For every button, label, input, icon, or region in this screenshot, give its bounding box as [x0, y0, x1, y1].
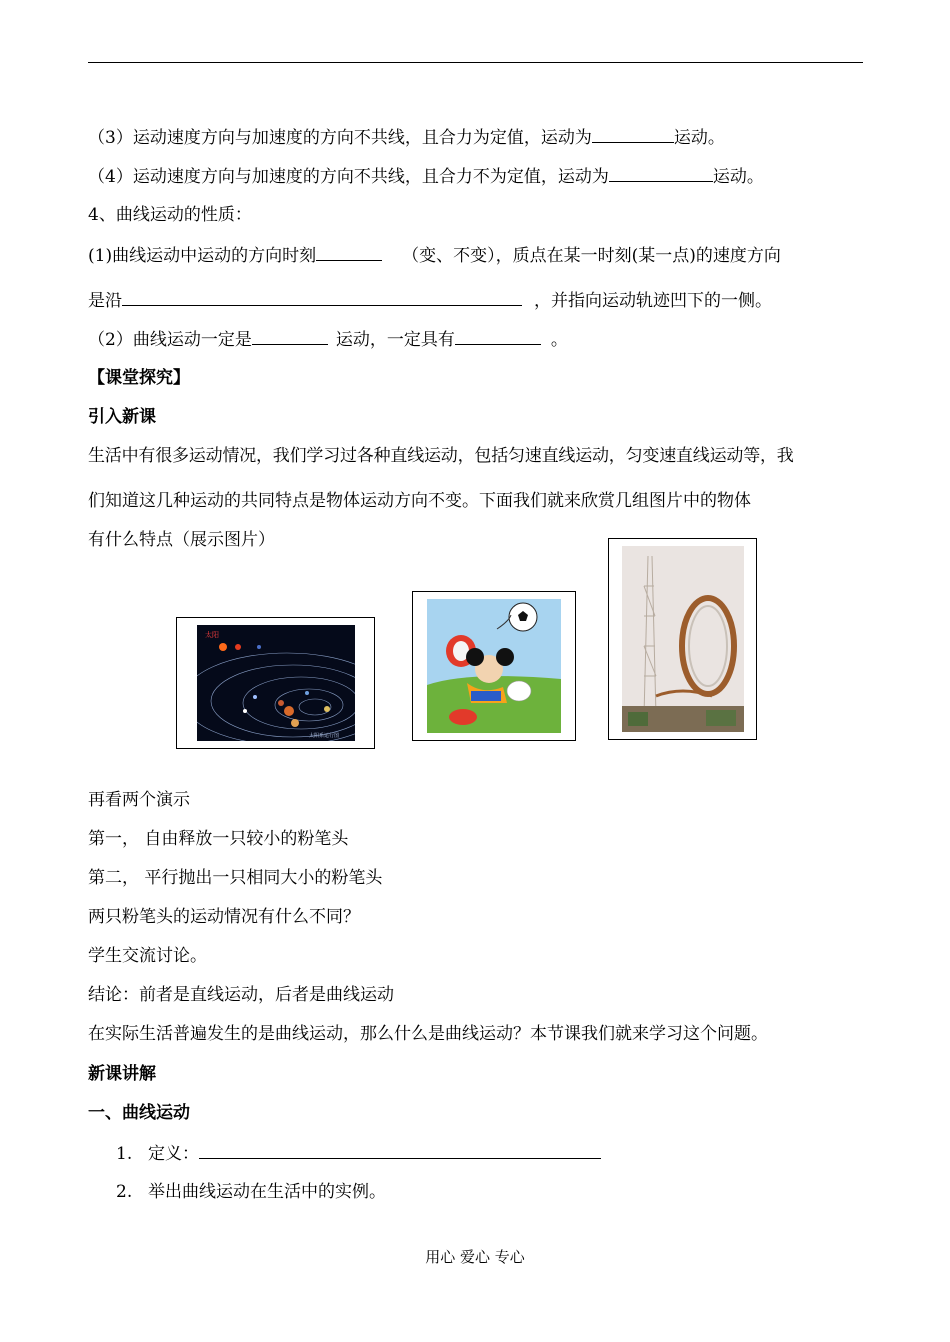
- cartoon-kick-image: [427, 599, 561, 733]
- text-line: 结论：前者是直线运动，后者是曲线运动: [88, 985, 394, 1005]
- text: （4）运动速度方向与加速度的方向不共线，且合力不为定值，运动为: [88, 167, 609, 187]
- text: 运动。: [673, 128, 725, 148]
- text-line: 再看两个演示: [88, 790, 190, 810]
- header-rule: [88, 62, 863, 63]
- page-footer: 用心 爱心 专心: [425, 1248, 525, 1266]
- list-item: [116, 1180, 386, 1204]
- fill-blank: [316, 242, 382, 261]
- text-line: 学生交流讨论。: [88, 946, 207, 966]
- cartoon-kick-image-frame: [412, 591, 576, 741]
- fill-blank: [455, 326, 541, 345]
- paragraph-line: 有什么特点（展示图片）: [88, 530, 275, 550]
- text: 运动。: [712, 167, 764, 187]
- list-item: [116, 1140, 601, 1166]
- text-line: [88, 326, 568, 352]
- paragraph-line: 生活中有很多运动情况，我们学习过各种直线运动，包括匀速直线运动，匀变速直线运动等，我: [88, 446, 794, 466]
- text-line: [88, 242, 781, 268]
- text: 定义：: [148, 1144, 199, 1164]
- roller-coaster-image: [622, 546, 744, 732]
- solar-system-image-frame: [176, 617, 375, 749]
- subsection-heading: 新课讲解: [88, 1064, 156, 1084]
- text-line: [88, 163, 764, 189]
- list-number: 1.: [116, 1144, 133, 1164]
- section-heading: 一、曲线运动: [88, 1103, 190, 1123]
- text-line: [88, 124, 725, 150]
- text-line: 两只粉笔头的运动情况有什么不同？: [88, 907, 360, 927]
- text: （3）运动速度方向与加速度的方向不共线，且合力为定值，运动为: [88, 128, 592, 148]
- text-line: [88, 287, 772, 313]
- text: 是沿: [88, 291, 122, 311]
- text-line: 4、曲线运动的性质：: [88, 205, 252, 225]
- roller-coaster-image-frame: [608, 538, 757, 740]
- text: ，并指向运动轨迹凹下的一侧。: [534, 291, 772, 311]
- text-line: 第一， 自由释放一只较小的粉笔头: [88, 829, 349, 849]
- fill-blank: [592, 124, 674, 143]
- paragraph-line: 们知道这几种运动的共同特点是物体运动方向不变。下面我们就来欣赏几组图片中的物体: [88, 491, 751, 511]
- text: （2）曲线运动一定是: [88, 330, 252, 350]
- fill-blank: [252, 326, 328, 345]
- text: 。: [550, 330, 568, 350]
- solar-caption: 太阳系运行图: [308, 733, 339, 739]
- text: (1)曲线运动中运动的方向时刻: [88, 246, 317, 266]
- text-line: 第二， 平行抛出一只相同大小的粉笔头: [88, 868, 383, 888]
- fill-blank: [122, 287, 522, 306]
- text: 举出曲线运动在生活中的实例。: [148, 1182, 386, 1202]
- fill-blank: [609, 163, 713, 182]
- list-number: 2.: [116, 1182, 133, 1202]
- text: （变、不变），质点在某一时刻(某一点)的速度方向: [402, 246, 781, 266]
- solar-system-image: [197, 625, 355, 741]
- text-line: 在实际生活普遍发生的是曲线运动，那么什么是曲线运动？本节课我们就来学习这个问题。: [88, 1024, 768, 1044]
- fill-blank: [199, 1140, 601, 1159]
- subsection-heading: 引入新课: [88, 407, 156, 427]
- text: 运动，一定具有: [335, 330, 455, 350]
- section-heading: 【课堂探究】: [88, 368, 190, 388]
- solar-label: 太阳: [204, 631, 219, 639]
